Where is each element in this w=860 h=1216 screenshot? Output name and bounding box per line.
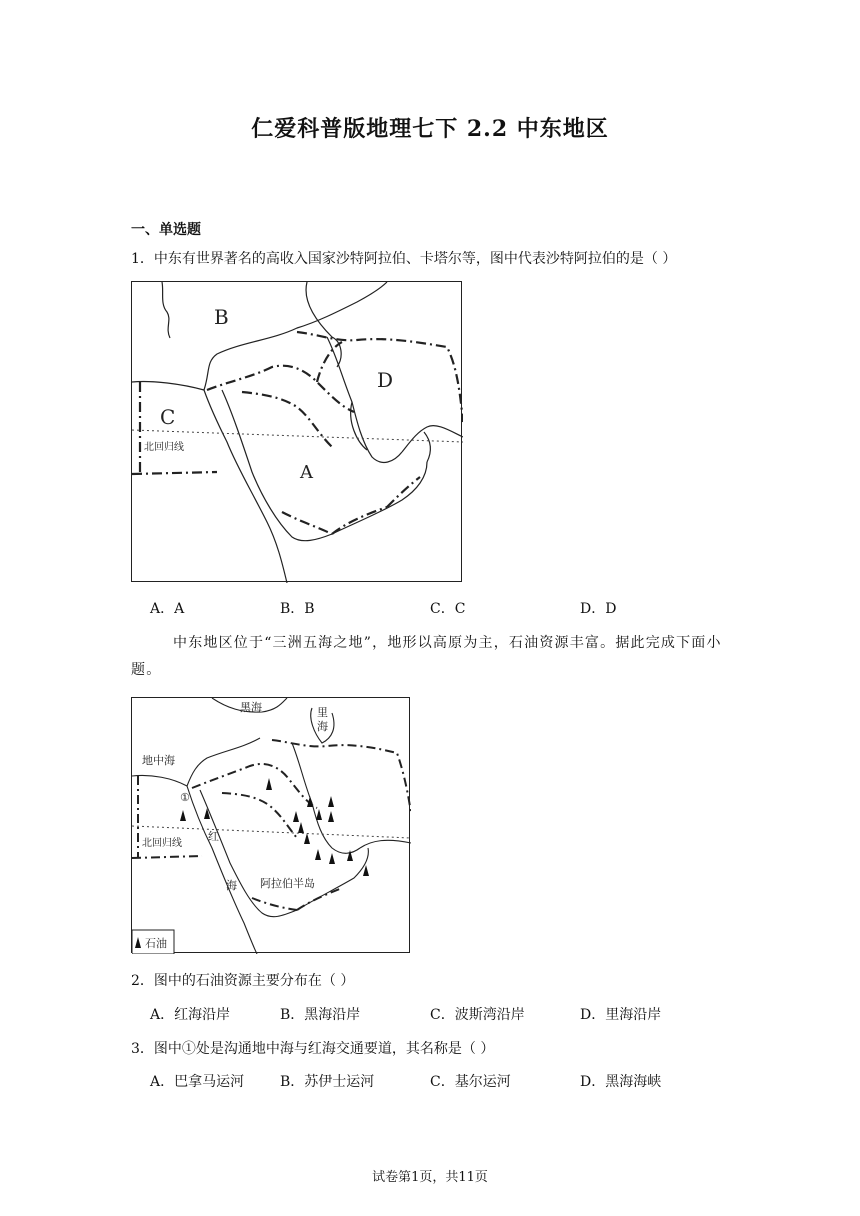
oil-marker xyxy=(329,853,335,864)
oil-marker xyxy=(293,811,299,822)
tropic-label-2: 北回归线 xyxy=(142,838,182,849)
tropic-label: 北回归线 xyxy=(144,442,184,453)
question-1-text: 1．中东有世界著名的高收入国家沙特阿拉伯、卡塔尔等，图中代表沙特阿拉伯的是（ ） xyxy=(131,251,677,267)
oil-marker xyxy=(266,778,272,790)
q3-option-d[interactable]: D．黑海海峡 xyxy=(580,1074,662,1090)
page-footer: 试卷第1页，共11页 xyxy=(372,1170,488,1185)
oil-marker xyxy=(328,796,334,807)
q1-option-c[interactable]: C．C xyxy=(430,601,466,617)
section-heading: 一、单选题 xyxy=(131,222,201,238)
oil-marker xyxy=(316,809,322,820)
oil-marker xyxy=(298,822,304,833)
region-label-c: C xyxy=(160,405,176,429)
q1-option-b[interactable]: B．B xyxy=(280,601,315,617)
middle-east-country-map xyxy=(131,281,462,582)
q2-option-d[interactable]: D．里海沿岸 xyxy=(580,1007,662,1023)
q2-option-a[interactable]: A．红海沿岸 xyxy=(150,1007,231,1023)
oil-marker xyxy=(328,811,334,822)
q3-option-b[interactable]: B．苏伊士运河 xyxy=(280,1074,375,1090)
oil-marker xyxy=(204,808,210,819)
question-3-text: 3．图中①处是沟通地中海与红海交通要道，其名称是（ ） xyxy=(131,1041,495,1057)
passage-text: 中东地区位于“三洲五海之地”，地形以高原为主，石油资源丰富。据此完成下面小题。 xyxy=(131,635,722,678)
q3-option-a[interactable]: A．巴拿马运河 xyxy=(150,1074,245,1090)
q2-option-b[interactable]: B．黑海沿岸 xyxy=(280,1007,361,1023)
region-label-a: A xyxy=(300,462,313,483)
region-label-b: B xyxy=(214,305,229,329)
q1-option-d[interactable]: D．D xyxy=(580,601,617,617)
middle-east-oil-map xyxy=(131,697,410,953)
suez-marker: ① xyxy=(180,791,190,804)
q1-option-a[interactable]: A．A xyxy=(150,601,185,617)
page-title: 仁爱科普版地理七下 2.2 中东地区 xyxy=(251,116,609,142)
map-2-drawing xyxy=(132,698,411,954)
red-sea-label-2: 海 xyxy=(226,879,237,892)
oil-markers xyxy=(180,778,369,876)
caspian-label-2: 海 xyxy=(317,720,328,733)
arabia-label: 阿拉伯半岛 xyxy=(260,877,315,890)
black-sea-label: 黑海 xyxy=(240,701,262,714)
region-label-d: D xyxy=(377,368,394,392)
oil-marker xyxy=(180,810,186,821)
question-2-text: 2．图中的石油资源主要分布在（ ） xyxy=(131,973,355,989)
caspian-label-1: 里 xyxy=(317,706,328,719)
oil-marker xyxy=(347,850,353,861)
q2-option-c[interactable]: C．波斯湾沿岸 xyxy=(430,1007,525,1023)
map-1-drawing xyxy=(132,282,463,583)
oil-marker xyxy=(304,833,310,844)
red-sea-label-1: 红 xyxy=(208,830,219,843)
oil-marker xyxy=(315,849,321,860)
legend-label: 石油 xyxy=(145,937,167,950)
mediterranean-label: 地中海 xyxy=(142,754,175,767)
q3-option-c[interactable]: C．基尔运河 xyxy=(430,1074,511,1090)
